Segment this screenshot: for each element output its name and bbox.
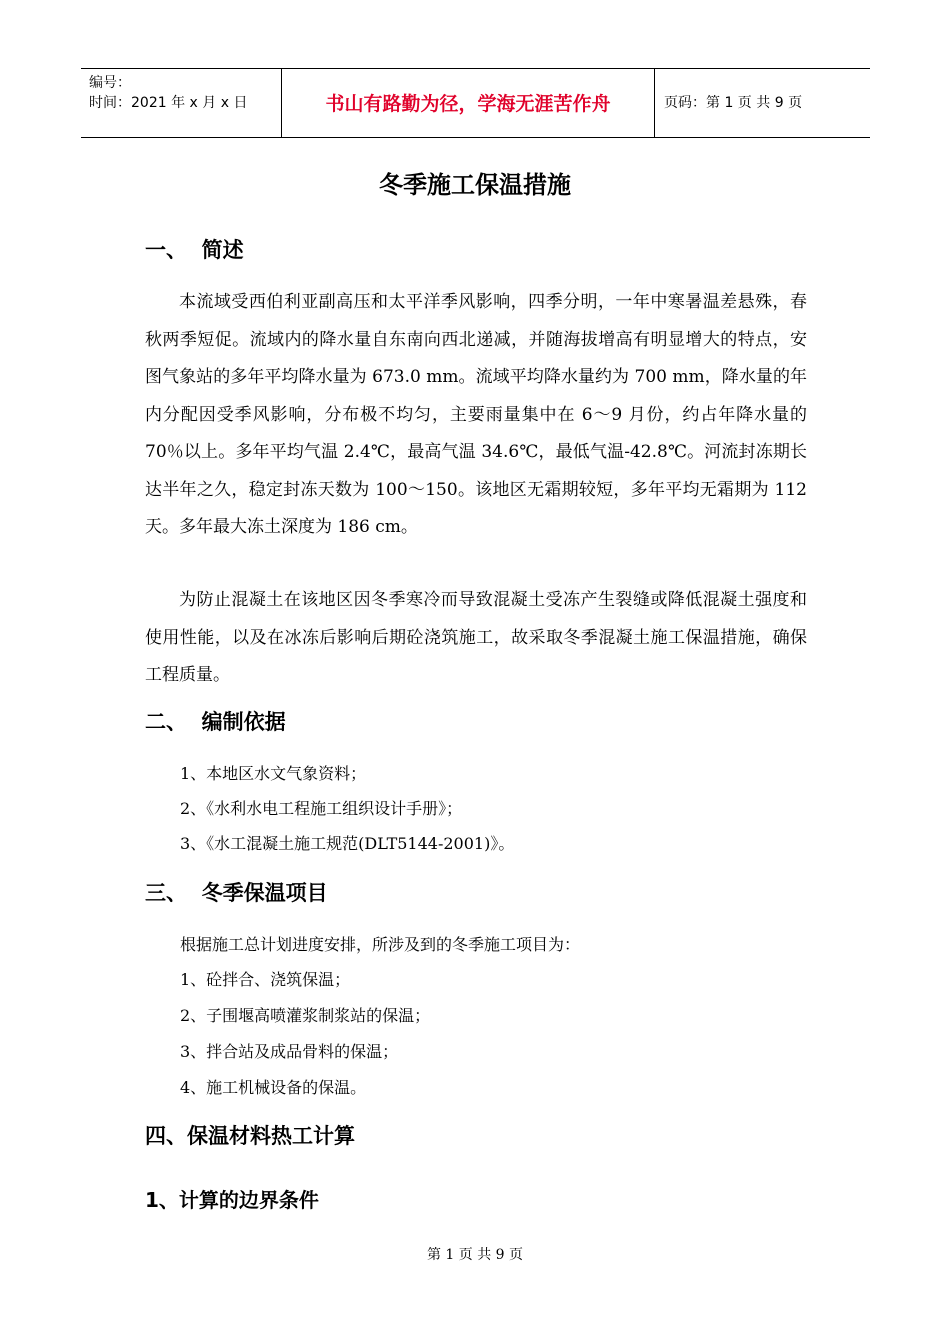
subsection-heading: 1、计算的边界条件: [145, 1188, 319, 1212]
header-meta: [89, 73, 247, 113]
section-heading-1: 一、 简述: [145, 238, 244, 262]
paragraph-overview: 本流域受西伯利亚副高压和太平洋季风影响，四季分明，一年中寒暑温差悬殊，春秋两季短促。流域内的降水量自东南向西北递减，并随海拔增高有明显增大的特点，安图气象站的多年平均降水量为 673.0 mm。流域平均降水量约为 700 mm，降水量的年内分配因受季风影响，分布极不均匀，主要雨量集中在 6～9 月份，约占年降水量的 70％以上。多年平均气温 2.4℃，最高气温 34.6℃，最低气温-42.8℃。河流封冻期长达半年之久，稳定封冻天数为 100～150。该地区无霜期较短，多年平均无霜期为 112 天。多年最大冻土深度为 186 cm。: [145, 292, 807, 537]
paragraph-purpose: 为防止混凝土在该地区因冬季寒冷而导致混凝土受冻产生裂缝或降低混凝土强度和使用性能，以及在冰冻后影响后期砼浇筑施工，故采取冬季混凝土施工保温措施，确保工程质量。: [145, 590, 807, 685]
header-motto: 书山有路勤为径，学海无涯苦作舟: [325, 93, 611, 115]
list-item: 2、子围堰高喷灌浆制浆站的保温；: [180, 1006, 431, 1025]
serial-label: 编号：: [89, 75, 131, 91]
time-label: 时间：2021 年 x 月 x 日: [89, 95, 248, 111]
document-title: 冬季施工保温措施: [379, 171, 571, 199]
section-heading-2: 二、 编制依据: [145, 710, 286, 734]
header-divider: [654, 69, 655, 137]
list-item: 4、施工机械设备的保温。: [180, 1078, 367, 1097]
list-item: 1、砼拌合、浇筑保温；: [180, 970, 351, 989]
header-table: [81, 68, 870, 138]
list-item: 2、《水利水电工程施工组织设计手册》；: [180, 799, 463, 818]
list-item: 1、本地区水文气象资料；: [180, 764, 367, 783]
list-item: 3、拌合站及成品骨料的保温；: [180, 1042, 399, 1061]
page-footer: 第 1 页 共 9 页: [426, 1247, 524, 1263]
section-heading-3: 三、 冬季保温项目: [145, 881, 328, 905]
header-page-info: 页码：第 1 页 共 9 页: [664, 95, 803, 111]
section-heading-4: 四、保温材料热工计算: [145, 1124, 355, 1148]
section-intro: 根据施工总计划进度安排，所涉及到的冬季施工项目为：: [180, 935, 581, 954]
list-item: 3、《水工混凝土施工规范(DLT5144-2001)》。: [180, 834, 515, 853]
